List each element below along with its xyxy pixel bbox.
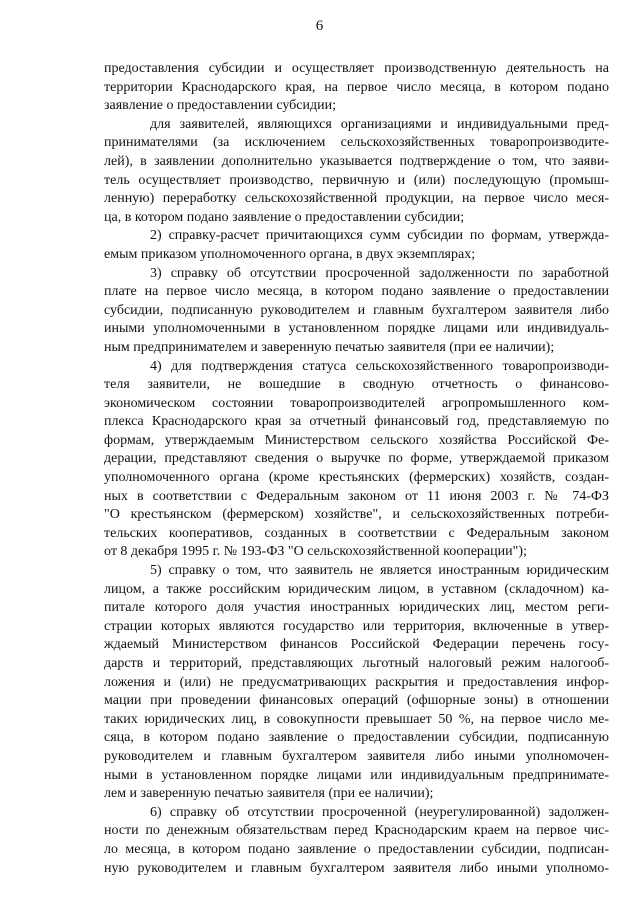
text-line: 6) справку об отсутствии просроченной (неурегулированной) задолжен- (150, 804, 609, 820)
text-line: емым приказом уполномоченного органа, в двух экземплярах; (104, 246, 476, 262)
text-line: ности по денежным обязательствам перед Краснодарским краем на первое чис- (104, 823, 609, 839)
text-line: уполномоченного органа (кроме крестьянских (фермерских) хозяйств, создан- (104, 470, 609, 486)
text-line: сяца, в котором подано заявление о предоставлении субсидии, подписанную (104, 730, 609, 746)
text-line: "О крестьянском (фермерском) хозяйстве", и сельскохозяйственных потреби- (104, 507, 609, 523)
text-line: принимателями (за исключением сельскохозяйственных товаропроизводите- (104, 135, 609, 151)
text-line: предоставления субсидии и осуществляет производственную деятельность на (104, 61, 609, 76)
text-line: ных в соответствии с Федеральным законом от 11 июня 2003 г. № 74-ФЗ (104, 488, 609, 504)
text-line: 3) справку об отсутствии просроченной задолженности по заработной (150, 265, 609, 281)
text-line: экономическом состоянии товаропроизводителей агропромышленного ком- (104, 395, 609, 411)
text-line: таких юридических лиц, в совокупности превышает 50 %, на первое число ме- (104, 711, 609, 727)
text-line: ными в установленном порядке лицами или индивидуальным предпринимате- (104, 767, 609, 783)
text-line: лицом, а также российским юридическим лицом, в уставном (складочном) ка- (104, 581, 609, 597)
text-line: для заявителей, являющихся организациями и индивидуальными пред- (150, 116, 609, 132)
text-line: заявление о предоставлении субсидии; (104, 98, 336, 114)
text-line: 2) справку-расчет причитающихся сумм субсидии по формам, утвержда- (150, 228, 609, 244)
text-line: ную руководителем и главным бухгалтером заявителя либо иными уполномо- (104, 860, 609, 876)
text-line: плекса Краснодарского края за отчетный финансовый год, представляемую по (104, 414, 609, 430)
text-line: теля заявители, не вошедшие в сводную отчетность о финансово- (104, 377, 609, 393)
text-line: субсидии, подписанную руководителем и главным бухгалтером заявителя либо (104, 302, 609, 318)
text-line: мации при проведении финансовых операций (офшорные зоны) в отношении (104, 693, 609, 709)
text-line: формам, утверждаемым Министерством сельского хозяйства Российской Фе- (104, 432, 609, 448)
text-line: тельских кооперативов, созданных в соответствии с Федеральным законом (104, 525, 609, 541)
text-line: ца, в котором подано заявление о предоставлении субсидии; (104, 209, 465, 225)
text-line: лей), в заявлении дополнительно указывается подтверждение о том, что заяви- (104, 153, 609, 169)
text-line: дарств и территорий, представляющих льготный налоговый режим налогооб- (104, 656, 609, 671)
text-line: дерации, представляют сведения о выручке по форме, утверждаемой приказом (104, 451, 609, 467)
text-line: ным предпринимателем и заверенную печатью заявителя (при ее наличии); (104, 339, 555, 355)
text-line: территории Краснодарского края, на первое число месяца, в котором подано (104, 79, 609, 95)
document-body-text (104, 60, 609, 878)
text-line: иными уполномоченными в установленном порядке лицами или индивидуаль- (104, 321, 609, 337)
text-line: от 8 декабря 1995 г. № 193-ФЗ "О сельскохозяйственной кооперации"); (104, 544, 527, 560)
text-line: ло месяца, в котором подано заявление о предоставлении субсидии, подписан- (104, 841, 609, 857)
text-line: тель осуществляет производство, первичную и (или) последующую (промыш- (104, 172, 609, 188)
text-line: 5) справку о том, что заявитель не является иностранным юридическим (150, 563, 609, 579)
text-line: ленную) переработку сельскохозяйственной продукции, на первое число меся- (104, 191, 609, 207)
text-line: лем и заверенную печатью заявителя (при ее наличии); (104, 786, 434, 802)
page-number: 6 (315, 18, 324, 34)
text-line: страции которых являются государство или территория, включенные в утвер- (104, 618, 609, 634)
text-line: питале которого доля участия иностранных юридических лиц, местом реги- (104, 600, 609, 616)
text-line: 4) для подтверждения статуса сельскохозяйственного товаропроизводи- (150, 358, 609, 374)
text-line: ждаемый Министерством финансов Российской Федерации перечень госу- (104, 637, 609, 653)
text-line: плате на первое число месяца, в котором подано заявление о предоставлении (104, 284, 609, 300)
text-line: руководителем и главным бухгалтером заявителя либо иными уполномочен- (104, 748, 609, 764)
text-line: ложения и (или) не предусматривающих раскрытия и предоставления инфор- (104, 674, 609, 690)
